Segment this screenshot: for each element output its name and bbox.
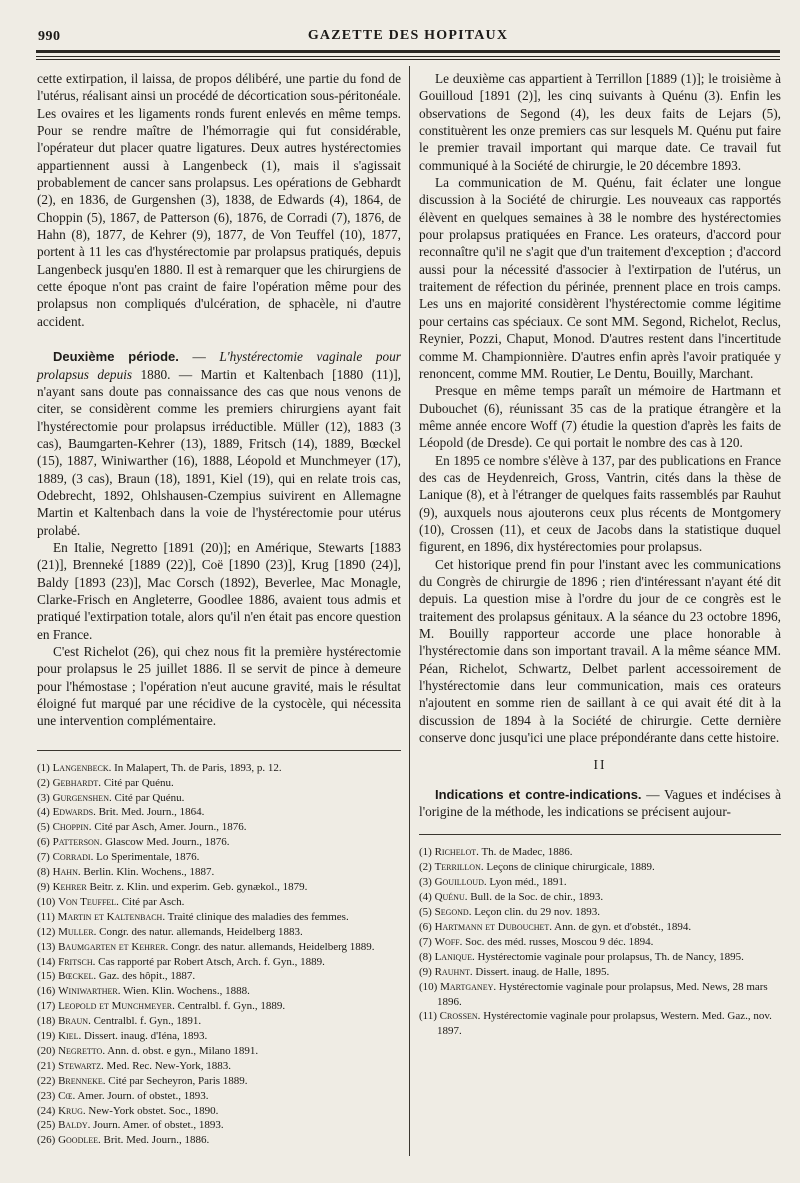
footnote-number: (2) (419, 861, 432, 874)
footnote (37, 984, 401, 999)
footnote (37, 1044, 401, 1059)
header-rule-thick (36, 50, 780, 53)
footnote (37, 910, 401, 925)
footnote-reference: Soc. des méd. russes, Moscou 9 déc. 1894. (462, 935, 654, 948)
footnote-reference: Berlin. Klin. Wochens., 1887. (80, 866, 215, 879)
footnote-number: (1) (37, 761, 50, 774)
footnote (37, 805, 401, 820)
footnote-author: Gurgenshen. (52, 791, 112, 804)
footnote-author: Woff. (434, 935, 463, 948)
footnote-number: (8) (419, 950, 432, 963)
header-rule-thin-2 (36, 59, 780, 60)
footnote-author: Baldy. (58, 1119, 91, 1132)
footnote (37, 955, 401, 970)
footnote-reference: Wien. Klin. Wochens., 1888. (120, 985, 250, 998)
footnote-number: (11) (37, 910, 55, 923)
footnote-reference: Th. de Madec, 1886. (478, 846, 573, 859)
footnote (37, 820, 401, 835)
footnote-author: Kiel. (58, 1030, 82, 1043)
footnote-reference: Lyon méd., 1891. (486, 876, 567, 889)
footnote-number: (3) (419, 876, 432, 889)
footnote-author: Muller. (58, 925, 97, 938)
footnote-number: (7) (37, 851, 50, 864)
footnote (37, 1104, 401, 1119)
footnote (37, 1029, 401, 1044)
footnote-reference: Congr. des natur. allemands, Heidelberg 1883. (96, 925, 303, 938)
footnote (419, 965, 781, 980)
footnote-author: Baumgarten et Kehrer. (58, 940, 169, 953)
footnote-number: (8) (37, 866, 50, 879)
footnote-author: Braun. (58, 1015, 91, 1028)
indications-paragraph (419, 786, 781, 821)
footnote-reference: New-York obstet. Soc., 1890. (85, 1104, 219, 1117)
page-number: 990 (38, 29, 61, 44)
footnote-reference: Cité par Asch, Amer. Journ., 1876. (91, 821, 247, 834)
footnote (419, 935, 781, 950)
footnote-author: Stewartz. (58, 1059, 104, 1072)
footnote-number: (9) (419, 965, 432, 978)
right-paragraph-5: Cet historique prend fin pour l'instant avec les communications du Congrès de chirurgie de 1896 ; rien d'intéressant n'ayant été dit depuis. La question mise à l'ordre du jour de ce congrès est le traitement des prolapsus génitaux. A la séance du 23 octobre 1896, M. Bouilly rapporteur accorde une place honorable à l'hystérectomie dans son important travail. A la même séance MM. Péan, Richelot, Schwartz, Delbet parlent accessoirement de l'hystérectomie dans leur communication, mais ces orateurs n'ajoutent en somme rien de saillant à ce qui avait été dit à la discussion de 1894 à la Société de chirurgie. Cette dernière conserve donc jusqu'ici une place prépondérante dans cette histoire. (419, 556, 781, 746)
footnote-reference: Congr. des natur. allemands, Heidelberg 1889. (168, 940, 375, 953)
footnote-reference: Bull. de la Soc. de chir., 1893. (467, 891, 604, 904)
footnote-author: Martin et Kaltenbach. (57, 910, 166, 923)
footnote (37, 776, 401, 791)
footnote (37, 1118, 401, 1133)
footnote-reference: Dissert. inaug. de Halle, 1895. (472, 965, 610, 978)
footnote-author: Patterson. (52, 836, 103, 849)
footnote (37, 895, 401, 910)
journal-title: GAZETTE DES HOPITAUX (307, 28, 509, 43)
footnote (37, 791, 401, 806)
footnote-author: Corradi. (52, 851, 94, 864)
footnote-author: Bœckel. (58, 970, 97, 983)
footnote-reference: Ann. de gyn. et d'obstét., 1894. (552, 920, 692, 933)
footnote-author: Winiwarther. (58, 985, 121, 998)
footnote (419, 860, 781, 875)
footnote-author: Hahn. (52, 866, 81, 879)
footnote-number: (15) (37, 970, 56, 983)
footnote (37, 969, 401, 984)
footnote (37, 940, 401, 955)
footnote (419, 980, 781, 1010)
footnote-reference: Brit. Med. Journ., 1864. (95, 806, 205, 819)
left-paragraph-1: cette extirpation, il laissa, de propos délibéré, une partie du fond de l'utérus, réalisant ainsi un procédé de décortication sous-péritonéale. Les ovaires et les ligaments ronds furent enlevés en même temps. Pour se rendre maître de l'hémorragie qui fut considérable, l'opérateur dut placer quatre ligatures. Deux autres hystérectomies appartiennent aussi à Langenbeck (1), mais il s'agissait probablement de cancer sans prolapsus. Les opérations de Gebhardt (2), en 1836, de Gurgenshen (3), 1838, de Edwards (4), 1864, de Choppin (5), 1867, de Patterson (6), 1876, de Corradi (7), 1876, de Hahn (8), 1877, de Kehrer (9), 1877, de Von Teuffel (10), 1877, portent à 11 les cas d'hystérectomie par prolapsus pratiqués, depuis Langenbeck jusqu'en 1880. Il est à remarquer que les chirurgiens de cette époque n'ont pas craint de faire l'opération même pour des prolapsus non compliqués d'ulcération, de sphacèle, ni d'autre accident. (37, 71, 401, 329)
footnote-author: Gouilloud. (434, 876, 487, 889)
footnote-number: (25) (37, 1119, 56, 1132)
right-paragraph-4: En 1895 ce nombre s'élève à 137, par des publications en France des cas de Heydenreich, Gross, Vantrin, cités dans la thèse de Lanique (8), et à l'étranger de quelques faits rassemblés par Rauhut (9), auxquels nous ajouterons ceux plus récents de Montgomery (10), Crossen (11), et ceux de Jacobs dans la statistique duquel figurent, en 1896, dix hystérectomies pour prolapsus. (419, 452, 781, 555)
right-paragraph-1: Le deuxième cas appartient à Terrillon [1889 (1)]; le troisième à Gouilloud [1891 (2)], les cinq suivants à Quénu (3). Enfin les observations de Segond (4), les deux faits de Lejars (5), constituèrent les onze premiers cas sur lesquels M. Quénu put faire le premier travail important qui marque date. Ce travail fut communiqué à la Société de chirurgie, le 20 décembre 1893. (419, 71, 781, 173)
footnote (37, 1014, 401, 1029)
footnote-author: Brenneke. (58, 1074, 106, 1087)
footnote-reference: Centralbl. f. Gyn., 1891. (90, 1015, 202, 1028)
right-footnotes (419, 845, 781, 1039)
footnote-author: Hartmann et Dubouchet. (434, 920, 553, 933)
footnote-number: (4) (419, 891, 432, 904)
footnote-reference: Cité par Asch. (118, 895, 185, 908)
footnote-number: (23) (37, 1089, 56, 1102)
section-2-text: 1880. — Martin et Kaltenbach [1880 (11)], n'ayant sans doute pas connaissance des cas que nous venons de citer, se considèrent comme les premiers chirurgiens ayant fait l'hystérectomie pour prolapsus irréductible. Müller (12), 1883 (3 cas), Baumgarten-Kehrer (13), 1889, Fritsch (14), 1889, Bœckel (15), 1887, Winiwarther (16), 1888, Léopold et Munchmeyer (17), 1889, (3 cas), Braun (18), 1891, Kiel (19), qui en relate trois cas, Odebrecht, 1892, Ohlshausen-Czempius suivirent en Allemagne Martin et Kaltenbach dans la voie de l'hystérectomie pour utérus prolabé. (37, 366, 401, 538)
footnote-author: Richelot. (434, 846, 479, 859)
section-roman-numeral: II (593, 757, 607, 773)
footnote-reference: Gaz. des hôpit., 1887. (96, 970, 196, 983)
left-footnote-rule (37, 750, 401, 751)
footnote (37, 1059, 401, 1074)
footnote-reference: Cité par Quénu. (101, 776, 174, 789)
footnote-author: Gebhardt. (52, 776, 102, 789)
footnote-reference: Glascow Med. Journ., 1876. (102, 836, 230, 849)
footnote (37, 835, 401, 850)
footnote-reference: Ann. d. obst. e gyn., Milano 1891. (105, 1044, 259, 1057)
footnote-number: (17) (37, 1000, 56, 1013)
footnote-number: (10) (419, 980, 438, 993)
footnote (37, 761, 401, 776)
footnote-number: (6) (37, 836, 50, 849)
section-2-subtitle: L'hystérectomie vaginale pour prolapsus depuis (37, 349, 401, 382)
footnote (419, 1009, 781, 1039)
footnote-author: Goodlee. (58, 1134, 101, 1147)
footnote-author: Krug. (58, 1104, 86, 1117)
footnote-number: (5) (419, 906, 432, 919)
footnote-number: (19) (37, 1030, 56, 1043)
footnote (37, 999, 401, 1014)
footnote-reference: Med. Rec. New-York, 1883. (103, 1059, 232, 1072)
footnote-reference: Cité par Secheyron, Paris 1889. (105, 1074, 248, 1087)
right-paragraph-2: La communication de M. Quénu, fait éclater une longue discussion à la Société de chirurgie. Les nouveaux cas rapportés élèvent en quelques semaines à 38 le nombre des hystérectomies pour prolapsus pratiquées en France. Les orateurs, d'accord pour reconnaître qu'il ne s'agit que d'un traitement d'exception ; d'accord aussi pour la nécessité d'associer à l'extirpation de l'utérus, un traitement de réfection du périnée, prennent place en trois camps. Les uns en majorité considèrent l'hystérectomie comme légitime pour certains cas spéciaux. Ce sont MM. Segond, Richelot, Reclus, Reynier, Pozzi, Chaput, Monod. D'autres restent dans l'incertitude comme M. Championnière. D'autres enfin après l'avoir pratiquée y renoncent, comme MM. Routier, Le Dentu, Bouilly, Marchant. (419, 175, 781, 381)
left-paragraph-3: En Italie, Negretto [1891 (20)]; en Amérique, Stewarts [1883 (21)], Brenneké [1889 (22)], Coë [1890 (23)], Krug [1890 (24)], Baldy [1893 (23)], Mac Corsch (1892), Beverlee, Mac Monagle, Clarke-Frisch en Angleterre, Goodlee 1886, avaient tous admis et pratiqué l'extirpation totale, alors qu'il n'en était pas encore question en France. (37, 539, 401, 642)
footnote-reference: Beitr. z. Klin. und experim. Geb. gynækol., 1879. (86, 880, 308, 893)
footnote (419, 950, 781, 965)
footnote-reference: Dissert. inaug. d'Iéna, 1893. (81, 1030, 208, 1043)
left-paragraph-4: C'est Richelot (26), qui chez nous fit la première hystérectomie pour prolapsus le 25 juillet 1886. Il se servit de pince à demeure pour l'hémostase ; l'opération n'eut aucune gravité, mais le résultat éloigné fut marqué par une récidive de la cystocèle, qui nécessita une intervention complémentaire. (37, 644, 401, 729)
footnote-author: Martganey. (440, 980, 497, 993)
footnote-reference: Cas rapporté par Robert Atsch, Arch. f. Gyn., 1889. (95, 955, 325, 968)
footnote-reference: Centralbl. f. Gyn., 1889. (174, 1000, 286, 1013)
footnote (37, 925, 401, 940)
footnote (419, 920, 781, 935)
footnote-reference: Journ. Amer. of obstet., 1893. (90, 1119, 224, 1132)
footnote-number: (7) (419, 935, 432, 948)
indications-title: Indications et contre-indications. (435, 786, 642, 802)
footnote-number: (1) (419, 846, 432, 859)
footnote (37, 880, 401, 895)
footnote-author: Von Teuffel. (58, 895, 119, 908)
right-column (419, 70, 781, 1039)
footnote-number: (26) (37, 1134, 56, 1147)
footnote-author: Crossen. (439, 1010, 481, 1023)
footnote-number: (11) (419, 1010, 437, 1023)
footnote-number: (13) (37, 940, 56, 953)
section-2-paragraph: Deuxième période. — L'hystérectomie vaginale pour prolapsus depuis 1880. — Martin et Kaltenbach [1880 (11)], n'ayant sans doute pas connaissance des cas que nous venons de citer, se considèrent comme les premiers chirurgiens ayant fait l'hystérectomie pour prolapsus irréductible. Müller (12), 1883 (3 cas), Baumgarten-Kehrer (13), 1889, Fritsch (14), 1889, Bœckel (15), 1887, Winiwarther (16), 1888, Léopold et Munchmeyer (17), 1889, (3 cas), Braun (18), 1891, Kiel (19), qui en relate trois cas, Odebrecht, 1892, Ohlshausen-Czempius suivirent en Allemagne Martin et Kaltenbach dans la voie de l'hystérectomie pour utérus prolabé. (37, 349, 401, 538)
footnote-reference: Leçons de clinique chirurgicale, 1889. (483, 861, 655, 874)
footnote-number: (2) (37, 776, 50, 789)
footnote (419, 890, 781, 905)
footnote-author: Negretto. (58, 1044, 106, 1057)
footnote-author: Kehrer (52, 880, 87, 893)
left-column (37, 70, 401, 1148)
footnote-number: (10) (37, 895, 56, 908)
right-paragraph-3: Presque en même temps paraît un mémoire de Hartmann et Dubouchet (6), réunissant 35 cas de la pratique étrangère et la même année encore Woff (7) étudie la question d'après les faits de Léopold (de Dresde). Ce qui portait le nombre des cas à 120. (419, 383, 781, 451)
footnote-number: (24) (37, 1104, 56, 1117)
footnote (37, 1074, 401, 1089)
footnote-author: Terrillon. (434, 861, 484, 874)
footnote-author: Edwards. (52, 806, 96, 819)
footnote-reference: Brit. Med. Journ., 1886. (100, 1134, 210, 1147)
footnote-number: (21) (37, 1059, 56, 1072)
footnote-author: Quénu. (434, 891, 468, 904)
footnote-number: (3) (37, 791, 50, 804)
footnote (37, 1089, 401, 1104)
footnote-number: (4) (37, 806, 50, 819)
footnote-reference: Lo Sperimentale, 1876. (93, 851, 200, 864)
footnote-reference: Hystérectomie vaginale pour prolapsus, Th. de Nancy, 1895. (474, 950, 744, 963)
footnote-number: (14) (37, 955, 56, 968)
footnote-number: (5) (37, 821, 50, 834)
column-divider (409, 66, 410, 1156)
footnote-author: Fritsch. (58, 955, 96, 968)
footnote-author: Rauhnt. (434, 965, 473, 978)
footnote-author: Lanique. (434, 950, 475, 963)
footnote-reference: Leçon clin. du 29 nov. 1893. (471, 906, 600, 919)
page-header (36, 27, 780, 47)
footnote-number: (9) (37, 880, 50, 893)
footnote-reference: Cité par Quénu. (111, 791, 185, 804)
footnote-author: Choppin. (52, 821, 92, 834)
footnote-author: Cœ. (58, 1089, 76, 1102)
footnote-reference: Amer. Journ. of obstet., 1893. (75, 1089, 209, 1102)
footnote (419, 905, 781, 920)
footnote-author: Leopold et Munchmeyer. (58, 1000, 175, 1013)
section-2-title: Deuxième période. (53, 349, 179, 365)
footnote-reference: Traité clinique des maladies des femmes. (165, 910, 349, 923)
footnote-author: Langenbeck. (52, 761, 112, 774)
footnote-number: (20) (37, 1044, 56, 1057)
footnote-number: (18) (37, 1015, 56, 1028)
footnote-number: (12) (37, 925, 56, 938)
footnote (37, 850, 401, 865)
footnote-reference: Hystérectomie vaginale pour prolapsus, Med. News, 28 mars 1896. (437, 980, 768, 1008)
left-footnotes (37, 761, 401, 1149)
footnote-number: (16) (37, 985, 56, 998)
header-rule-thin (36, 56, 780, 57)
right-footnote-rule (419, 834, 781, 835)
footnote (37, 865, 401, 880)
footnote-reference: Hystérectomie vaginale pour prolapsus, Western. Med. Gaz., nov. 1897. (437, 1010, 772, 1038)
footnote-number: (6) (419, 920, 432, 933)
footnote (419, 875, 781, 890)
footnote (37, 1133, 401, 1148)
footnote-author: Segond. (434, 906, 472, 919)
footnote-number: (22) (37, 1074, 56, 1087)
indications-text: — Vagues et indécises à l'origine de la méthode, les indications se précisent aujour- (419, 786, 781, 820)
footnote (419, 845, 781, 860)
footnote-reference: In Malapert, Th. de Paris, 1893, p. 12. (111, 761, 282, 774)
